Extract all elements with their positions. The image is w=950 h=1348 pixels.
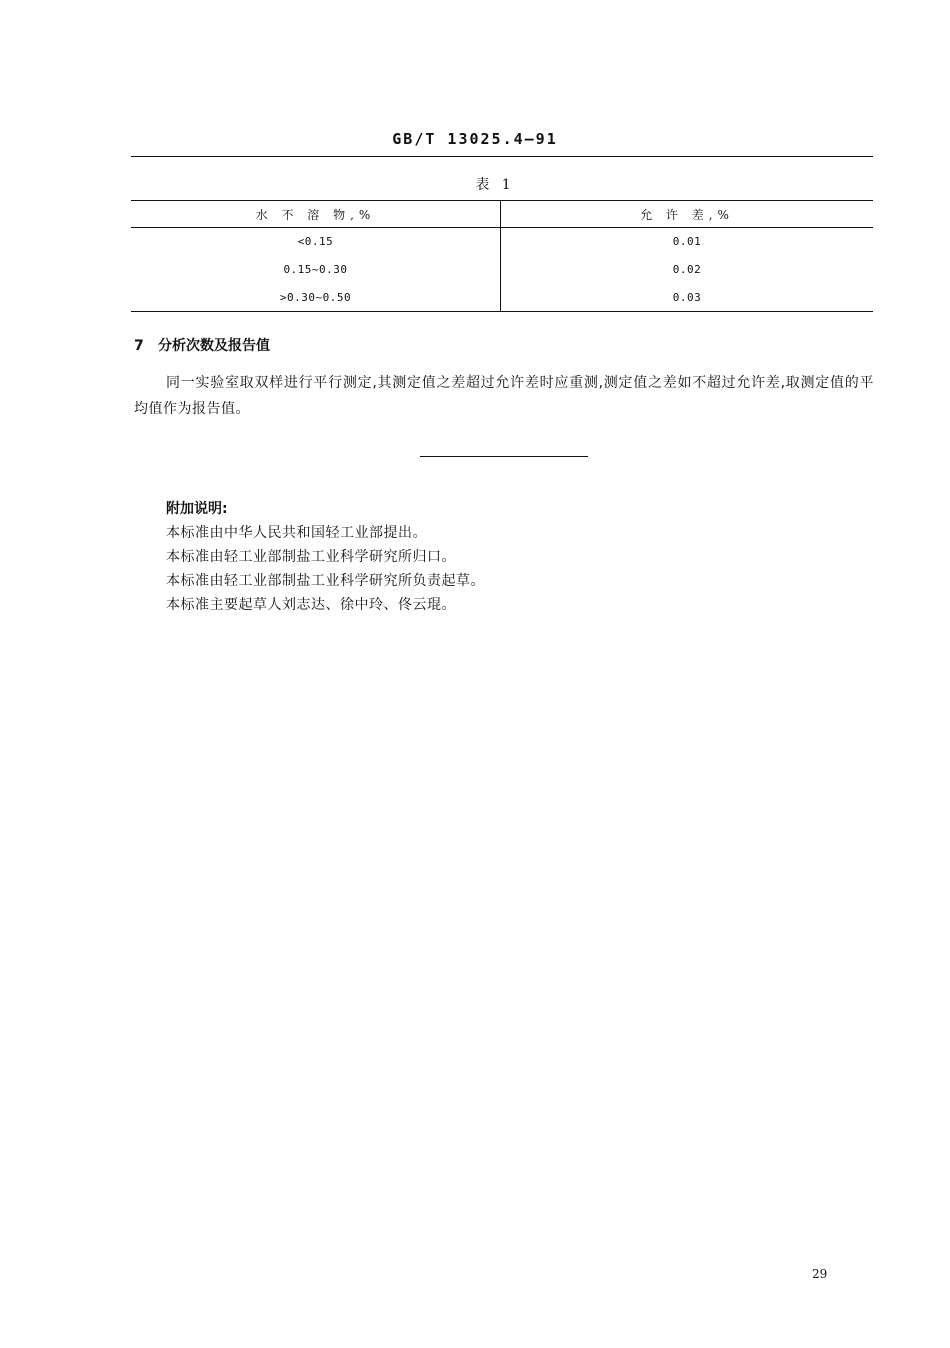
table-cell-range: >0.30~0.50	[131, 284, 501, 312]
table-cell-range: 0.15~0.30	[131, 256, 501, 284]
table-cell-tolerance: 0.02	[672, 263, 702, 276]
tolerance-table	[131, 200, 873, 312]
header-rule	[131, 156, 873, 157]
notes-title: 附加说明:	[166, 501, 228, 517]
table-cell-tolerance: 0.03	[501, 284, 874, 312]
table-row	[131, 228, 873, 256]
section-7-heading	[134, 335, 270, 355]
page-number: 29	[812, 1267, 828, 1281]
note-line: 本标准由中华人民共和国轻工业部提出。	[166, 525, 427, 541]
table-row	[131, 256, 873, 284]
standard-code-header: GB/T 13025.4—91	[392, 130, 558, 148]
note-line: 本标准主要起草人刘志达、徐中玲、佟云琨。	[166, 597, 456, 613]
section-number: 7	[134, 338, 144, 354]
column-header-tolerance: 允 许 差,%	[501, 201, 874, 228]
table-cell-range: <0.15	[131, 228, 501, 256]
table-header-row	[131, 201, 873, 228]
section-title: 分析次数及报告值	[158, 338, 270, 354]
additional-notes	[166, 497, 485, 617]
table-row	[131, 284, 873, 312]
end-of-text-rule	[420, 456, 588, 457]
section-7-paragraph: 同一实验室取双样进行平行测定,其测定值之差超过允许差时应重测,测定值之差如不超过允许差,取测定值的平均值作为报告值。	[134, 375, 874, 417]
column-header-insoluble: 水 不 溶 物,%	[131, 201, 501, 228]
table-caption: 表 1	[475, 177, 515, 193]
note-line: 本标准由轻工业部制盐工业科学研究所归口。	[166, 549, 456, 565]
note-line: 本标准由轻工业部制盐工业科学研究所负责起草。	[166, 573, 485, 589]
table-cell-tolerance: 0.01	[672, 235, 702, 249]
